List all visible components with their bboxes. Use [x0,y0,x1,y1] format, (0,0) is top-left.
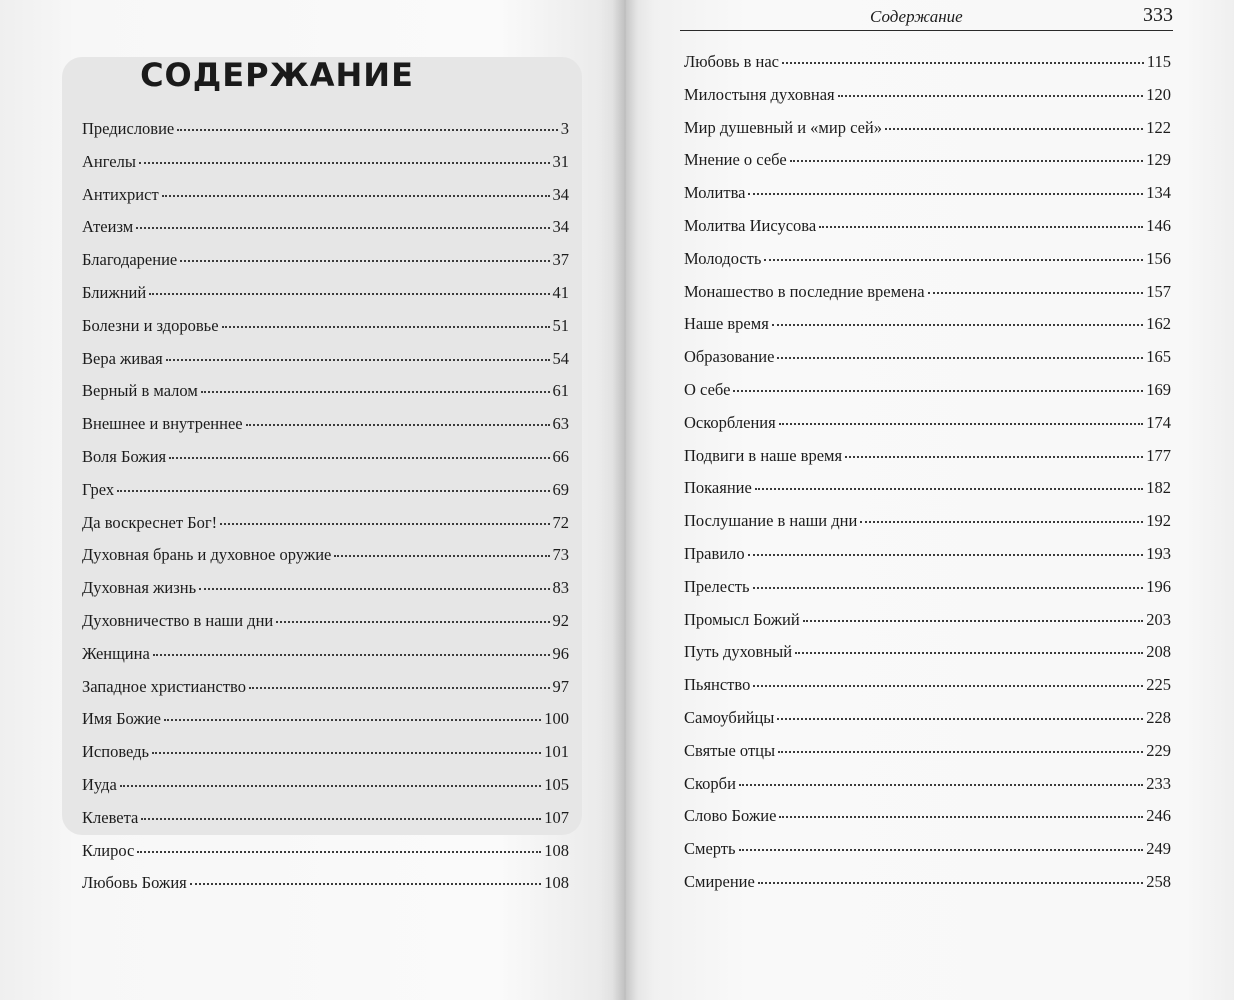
dot-leader [779,815,1143,818]
toc-entry-title: Слово Божие [684,806,777,826]
toc-entry [82,480,569,513]
dot-leader [885,127,1143,130]
toc-entry-title: Клевета [82,807,139,827]
toc-entry [82,217,569,250]
toc-entry [82,152,569,185]
toc-entry-title: Послушание в наши дни [684,511,858,531]
toc-entry-title: Смерть [684,839,736,859]
toc-entry-title: Промысл Божий [684,609,800,629]
dot-leader [778,750,1143,753]
toc-entry-title: Прелесть [684,576,750,596]
dot-leader [819,225,1143,228]
toc-entry [684,216,1171,249]
toc-entry-page: 146 [1146,215,1171,235]
toc-entry-title: Ангелы [82,151,136,171]
toc-entry [82,578,569,611]
toc-entry-title: Оскорбления [684,412,776,432]
toc-entry-title: Милостыня духовная [684,84,835,104]
toc-entry-page: 101 [544,742,569,762]
dot-leader [860,520,1143,523]
toc-entry-title: Молитва Иисусова [684,215,817,235]
dot-leader [739,848,1144,851]
dot-leader [733,389,1143,392]
toc-entry [82,414,569,447]
toc-entry-page: 203 [1146,609,1171,629]
dot-leader [845,455,1143,458]
toc-entry-page: 96 [552,643,569,663]
dot-leader [928,291,1144,294]
dot-leader [201,390,550,393]
toc-entry [82,841,569,874]
toc-entry-title: Скорби [684,773,736,793]
dot-leader [246,423,550,426]
toc-entry [82,119,569,152]
toc-entry-page: 120 [1146,84,1171,104]
toc-entry-page: 246 [1146,806,1171,826]
toc-entry [684,642,1171,675]
dot-leader [220,522,549,525]
dot-leader [276,620,549,623]
toc-entry-page: 108 [544,840,569,860]
dot-leader [139,161,550,164]
dot-leader [748,553,1144,556]
toc-entry-page: 115 [1146,52,1171,71]
toc-entry-page: 258 [1146,871,1171,891]
dot-leader [782,61,1144,64]
toc-entry-title: Вера живая [82,348,163,368]
toc-entry-title: Западное христианство [82,676,246,696]
toc-entry [684,577,1171,610]
dot-leader [136,226,549,229]
dot-leader [753,586,1144,589]
toc-entry-page: 156 [1146,248,1171,268]
dot-leader [199,587,549,590]
dot-leader [120,784,541,787]
toc-entry [684,544,1171,577]
toc-entry-title: О себе [684,379,731,399]
toc-entry-page: 92 [552,610,569,630]
toc-entry-page: 51 [552,315,569,335]
toc-entry [82,742,569,775]
toc-entry [684,183,1171,216]
toc-entry [684,774,1171,807]
toc-entry-page: 100 [544,709,569,729]
toc-entry-title: Антихрист [82,184,159,204]
toc-entry-title: Исповедь [82,742,150,762]
toc-entry-page: 162 [1146,314,1171,334]
dot-leader [755,487,1143,490]
toc-entry [82,611,569,644]
toc-entry-title: Путь духовный [684,642,793,662]
toc-entry-page: 122 [1146,117,1171,137]
toc-entry [684,872,1171,905]
dot-leader [739,783,1143,786]
dot-leader [795,651,1143,654]
toc-entry-title: Мнение о себе [684,150,787,170]
dot-leader [748,192,1143,195]
toc-entry-title: Болезни и здоровье [82,315,219,335]
toc-entry-page: 69 [552,479,569,499]
toc-entry [684,478,1171,511]
toc-entry [684,85,1171,118]
toc-entry [82,545,569,578]
toc-entry-page: 61 [552,381,569,401]
toc-entry-title: Духовничество в наши дни [82,610,274,630]
toc-entry [82,381,569,414]
dot-leader [772,323,1143,326]
toc-entry-page: 107 [544,807,569,827]
dot-leader [777,717,1143,720]
toc-entry [82,677,569,710]
toc-entry [684,282,1171,315]
toc-entry-page: 208 [1146,642,1171,662]
toc-entry-page: 72 [552,512,569,532]
dot-leader [162,194,550,197]
toc-entry-page: 157 [1146,281,1171,301]
toc-entry-page: 174 [1146,412,1171,432]
dot-leader [222,325,550,328]
toc-entry [82,873,569,906]
dot-leader [180,259,549,262]
toc-entry-title: Духовная жизнь [82,578,197,598]
toc-entry-page: 66 [552,446,569,466]
dot-leader [190,882,542,885]
toc-entry-title: Благодарение [82,250,178,270]
toc-entry [684,708,1171,741]
toc-entry [82,775,569,808]
toc-entry-title: Воля Божия [82,446,167,466]
toc-entry-page: 31 [552,151,569,171]
toc-entry [684,511,1171,544]
toc-entry-title: Атеизм [82,217,134,237]
dot-leader [249,686,550,689]
toc-entry-title: Верный в малом [82,381,198,401]
toc-entry-title: Да воскреснет Бог! [82,512,218,532]
toc-entry-page: 249 [1146,839,1171,859]
toc-entry-title: Грех [82,479,115,499]
dot-leader [152,751,541,754]
dot-leader [166,358,550,361]
toc-entry [684,413,1171,446]
toc-entry-page: 41 [552,282,569,302]
dot-leader [790,159,1144,162]
dot-leader [153,653,550,656]
toc-entry [82,349,569,382]
toc-entry-page: 169 [1146,379,1171,399]
toc-entry-title: Пьянство [684,675,751,695]
book-gutter [612,0,638,1000]
toc-entry-title: Внешнее и внутреннее [82,414,243,434]
toc-entry-page: 233 [1146,773,1171,793]
toc-entry-title: Ближний [82,282,147,302]
toc-entry-page: 97 [552,676,569,696]
dot-leader [779,422,1144,425]
toc-entry [684,446,1171,479]
dot-leader [177,128,558,131]
dot-leader [149,292,549,295]
toc-entry [684,118,1171,151]
toc-entry-page: 196 [1146,576,1171,596]
toc-entry-title: Имя Божие [82,709,161,729]
toc-entry [82,283,569,316]
toc-entry-title: Покаяние [684,478,752,498]
toc-entry [82,808,569,841]
toc-entry-page: 3 [560,119,569,138]
dot-leader [169,456,549,459]
toc-entry [82,316,569,349]
dot-leader [164,718,541,721]
toc-entry-title: Любовь Божия [82,873,187,893]
toc-entry-title: Предисловие [82,119,175,138]
toc-entry-page: 63 [552,414,569,434]
toc-entry [82,447,569,480]
toc-entry-page: 225 [1146,675,1171,695]
toc-entry-title: Клирос [82,840,135,860]
dot-leader [803,619,1144,622]
toc-list-left [82,119,569,906]
toc-entry-title: Монашество в последние времена [684,281,925,301]
dot-leader [758,881,1143,884]
toc-entry-title: Подвиги в наше время [684,445,843,465]
dot-leader [137,850,541,853]
toc-entry-page: 229 [1146,740,1171,760]
toc-entry-page: 165 [1146,347,1171,367]
toc-entry [684,249,1171,282]
toc-entry-page: 228 [1146,707,1171,727]
toc-entry-page: 83 [552,578,569,598]
toc-entry [82,185,569,218]
running-header [680,4,1173,31]
dot-leader [117,489,549,492]
toc-entry [684,839,1171,872]
toc-entry-title: Мир душевный и «мир сей» [684,117,882,137]
toc-entry-title: Смирение [684,871,755,891]
toc-entry-title: Иуда [82,774,117,794]
toc-entry [684,52,1171,85]
toc-entry-title: Молитва [684,183,746,203]
toc-entry [684,741,1171,774]
toc-entry [82,644,569,677]
toc-entry-page: 54 [552,348,569,368]
toc-entry [684,150,1171,183]
dot-leader [764,258,1143,261]
toc-entry-title: Женщина [82,643,150,663]
toc-entry-page: 34 [552,217,569,237]
contents-title: СОДЕРЖАНИЕ [140,56,414,94]
toc-entry-title: Наше время [684,314,769,334]
toc-entry [684,380,1171,413]
toc-entry-page: 129 [1146,150,1171,170]
toc-list-right [684,52,1171,905]
toc-entry [684,314,1171,347]
toc-entry-page: 73 [552,545,569,565]
toc-entry [82,250,569,283]
toc-entry [82,709,569,742]
toc-entry-title: Святые отцы [684,740,776,760]
toc-entry [684,610,1171,643]
dot-leader [838,94,1144,97]
toc-entry-page: 134 [1146,183,1171,203]
dot-leader [334,554,549,557]
toc-entry [684,675,1171,708]
page-number: 333 [1143,4,1173,26]
toc-entry [684,347,1171,380]
toc-entry-title: Правило [684,543,745,563]
toc-entry [82,513,569,546]
toc-entry-title: Образование [684,347,775,367]
dot-leader [141,817,541,820]
toc-entry-title: Любовь в нас [684,52,779,71]
running-title: Содержание [870,7,963,26]
toc-entry-page: 108 [544,873,569,893]
toc-entry-page: 182 [1146,478,1171,498]
toc-entry-page: 105 [544,774,569,794]
toc-entry-page: 193 [1146,543,1171,563]
toc-entry-page: 34 [552,184,569,204]
toc-entry-title: Молодость [684,248,762,268]
toc-entry-page: 177 [1146,445,1171,465]
dot-leader [777,356,1143,359]
dot-leader [753,684,1143,687]
toc-entry-page: 37 [552,250,569,270]
toc-entry [684,806,1171,839]
toc-entry-title: Духовная брань и духовное оружие [82,545,332,565]
toc-entry-title: Самоубийцы [684,707,775,727]
toc-entry-page: 192 [1146,511,1171,531]
